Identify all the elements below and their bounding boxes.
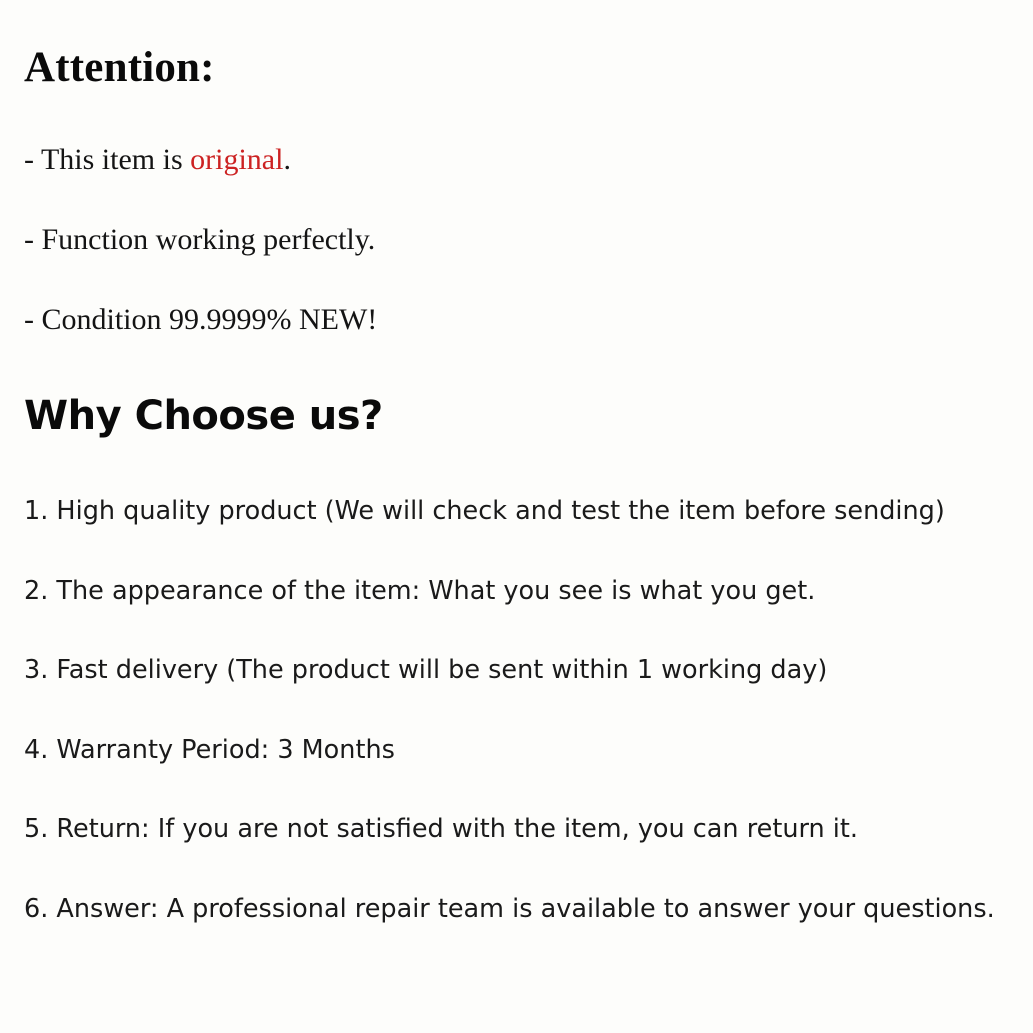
list-item: 3. Fast delivery (The product will be sent within 1 working day) [24,655,828,686]
list-item [24,145,1009,175]
attention-item-2-prefix: - Function working perfectly. [24,223,376,257]
attention-item-1-suffix: . [283,143,291,177]
attention-item-1-highlight: original [190,143,284,177]
why-choose-heading: Why Choose us? [24,393,383,440]
why-choose-list [24,496,1009,924]
attention-list [24,145,1009,335]
list-item: 6. Answer: A professional repair team is available to answer your questions. [24,893,995,924]
list-item: 4. Warranty Period: 3 Months [24,734,395,765]
attention-item-3-prefix: - Condition 99.9999% NEW! [24,303,378,337]
list-item: 2. The appearance of the item: What you see is what you get. [24,575,816,606]
list-item: 5. Return: If you are not satisfied with the item, you can return it. [24,814,858,845]
list-item: 1. High quality product (We will check and test the item before sending) [24,496,945,527]
list-item [24,305,1009,335]
attention-item-1-prefix: - This item is [24,143,191,177]
attention-heading: Attention: [24,44,215,91]
list-item [24,225,1009,255]
